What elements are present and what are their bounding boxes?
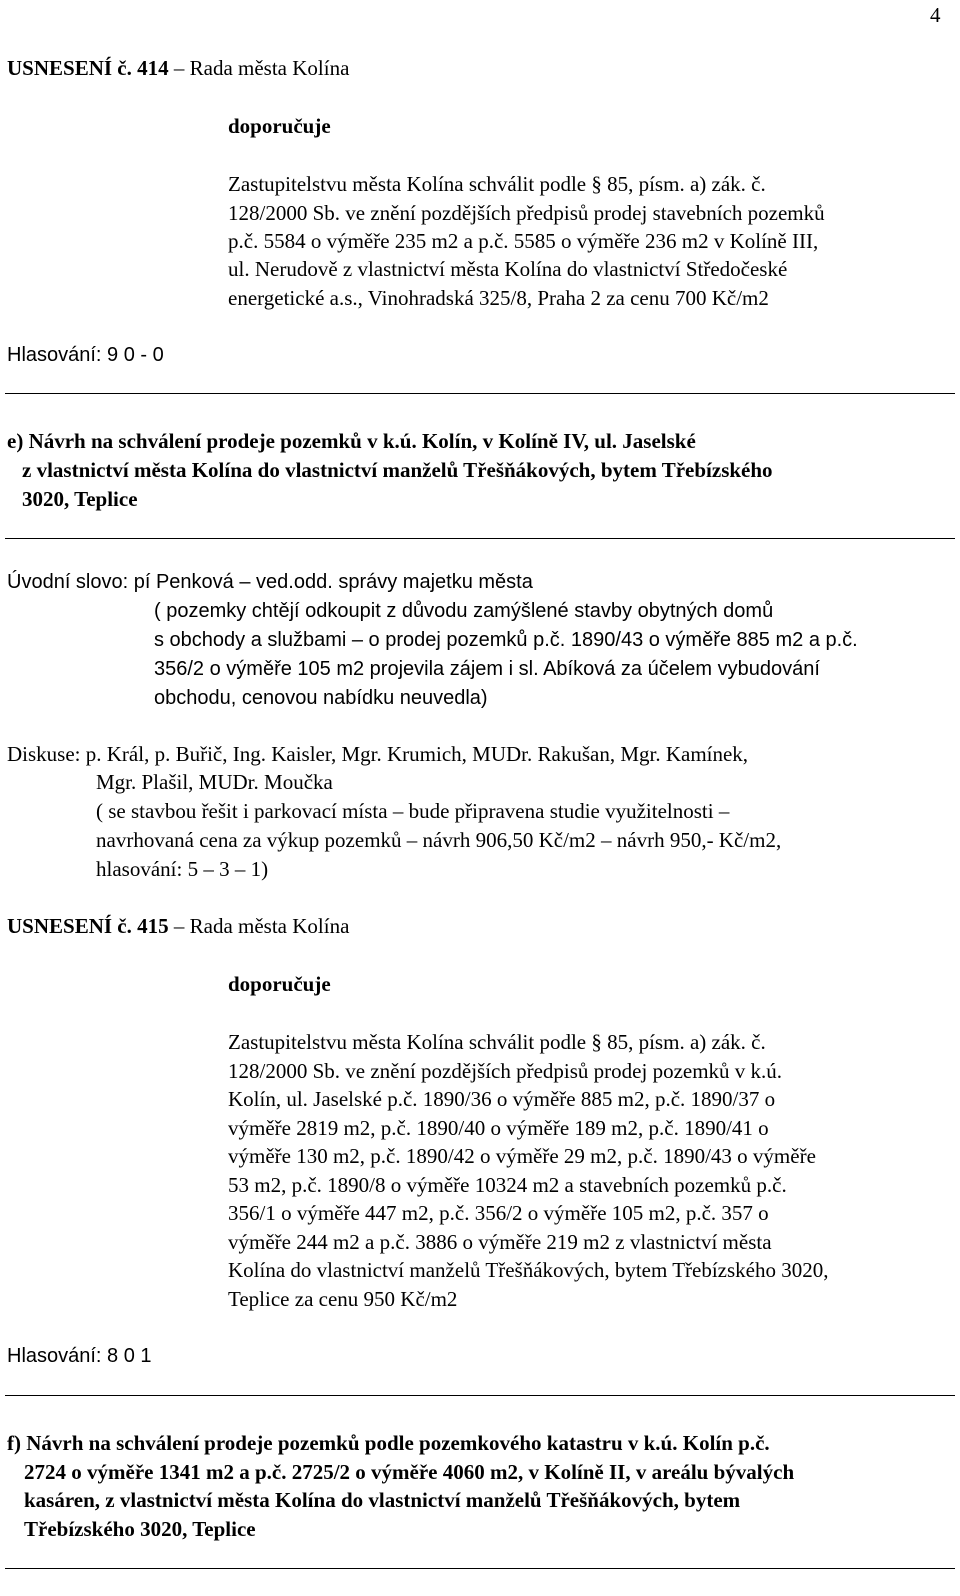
- section-f-title-line: kasáren, z vlastnictví města Kolína do vlastnictví manželů Třešňákových, bytem: [24, 1488, 741, 1512]
- resolution-415-line: 128/2000 Sb. ve znění pozdějších předpisů prodej pozemků v k.ú.: [228, 1059, 783, 1083]
- section-f-title-line: Třebízského 3020, Teplice: [24, 1517, 256, 1541]
- divider: [5, 393, 955, 394]
- resolution-414-line: energetické a.s., Vinohradská 325/8, Praha 2 za cenu 700 Kč/m2: [228, 286, 769, 310]
- resolution-414-heading: [7, 53, 349, 83]
- intro-line: Úvodní slovo: pí Penková – ved.odd. správy majetku města: [7, 571, 533, 593]
- resolution-415-line: výměře 130 m2, p.č. 1890/42 o výměře 29 m2, p.č. 1890/43 o výměře: [228, 1144, 816, 1168]
- resolution-415-line: Kolína do vlastnictví manželů Třešňákových, bytem Třebízského 3020,: [228, 1258, 829, 1282]
- resolution-415-number: USNESENÍ č. 415: [7, 914, 169, 938]
- resolution-414-number: USNESENÍ č. 414: [7, 56, 169, 80]
- resolution-415-line: výměře 2819 m2, p.č. 1890/40 o výměře 189 m2, p.č. 1890/41 o: [228, 1116, 769, 1140]
- resolution-415-heading: [7, 911, 349, 941]
- section-f-title-line: 2724 o výměře 1341 m2 a p.č. 2725/2 o výměře 4060 m2, v Kolíně II, v areálu bývalých: [24, 1460, 795, 1484]
- resolution-414-line: ul. Nerudově z vlastnictví města Kolína do vlastnictví Středočeské: [228, 257, 788, 281]
- resolution-415-line: výměře 244 m2 a p.č. 3886 o výměře 219 m2 z vlastnictví města: [228, 1230, 772, 1254]
- resolution-414-body-suffix: – Rada města Kolína: [168, 56, 350, 80]
- discussion-line: Mgr. Plašil, MUDr. Moučka: [96, 770, 333, 794]
- section-e-title-line: e) Návrh na schválení prodeje pozemků v k.ú. Kolín, v Kolíně IV, ul. Jaselské: [7, 429, 696, 453]
- resolution-415-vote: Hlasování: 8 0 1: [7, 1345, 152, 1367]
- divider: [5, 538, 955, 539]
- discussion-line: Diskuse: p. Král, p. Buřič, Ing. Kaisler, Mgr. Krumich, MUDr. Rakušan, Mgr. Kamínek,: [7, 742, 749, 766]
- section-f-title-line: f) Návrh na schválení prodeje pozemků podle pozemkového katastru v k.ú. Kolín p.č.: [7, 1431, 770, 1455]
- discussion-line: navrhovaná cena za výkup pozemků – návrh 906,50 Kč/m2 – návrh 950,- Kč/m2,: [96, 828, 782, 852]
- intro-line: ( pozemky chtějí odkoupit z důvodu zamýšlené stavby obytných domů: [154, 600, 774, 622]
- intro-line: s obchody a službami – o prodej pozemků p.č. 1890/43 o výměře 885 m2 a p.č.: [154, 629, 858, 651]
- discussion-line: ( se stavbou řešit i parkovací místa – bude připravena studie využitelnosti –: [96, 799, 730, 823]
- divider: [5, 1395, 955, 1396]
- resolution-414-line: 128/2000 Sb. ve znění pozdějších předpisů prodej stavebních pozemků: [228, 201, 825, 225]
- intro-line: 356/2 o výměře 105 m2 projevila zájem i sl. Abíková za účelem vybudování: [154, 658, 820, 680]
- resolution-414-vote: Hlasování: 9 0 - 0: [7, 344, 164, 366]
- resolution-415-line: Kolín, ul. Jaselské p.č. 1890/36 o výměře 885 m2, p.č. 1890/37 o: [228, 1087, 776, 1111]
- divider: [5, 1568, 955, 1569]
- resolution-415-body-suffix: – Rada města Kolína: [168, 914, 350, 938]
- resolution-415-line: Zastupitelstvu města Kolína schválit podle § 85, písm. a) zák. č.: [228, 1030, 766, 1054]
- section-e-title-line: z vlastnictví města Kolína do vlastnictví manželů Třešňákových, bytem Třebízského: [22, 458, 773, 482]
- resolution-415-line: 356/1 o výměře 447 m2, p.č. 356/2 o výměře 105 m2, p.č. 357 o: [228, 1201, 769, 1225]
- page-number: 4: [930, 3, 941, 27]
- discussion-line: hlasování: 5 – 3 – 1): [96, 857, 269, 881]
- resolution-415-verb: doporučuje: [228, 972, 331, 996]
- resolution-414-line: p.č. 5584 o výměře 235 m2 a p.č. 5585 o výměře 236 m2 v Kolíně III,: [228, 229, 819, 253]
- resolution-414-verb: doporučuje: [228, 114, 331, 138]
- resolution-415-line: Teplice za cenu 950 Kč/m2: [228, 1287, 458, 1311]
- resolution-414-line: Zastupitelstvu města Kolína schválit podle § 85, písm. a) zák. č.: [228, 172, 766, 196]
- section-e-title-line: 3020, Teplice: [22, 487, 138, 511]
- resolution-415-line: 53 m2, p.č. 1890/8 o výměře 10324 m2 a stavebních pozemků p.č.: [228, 1173, 787, 1197]
- intro-line: obchodu, cenovou nabídku neuvedla): [154, 687, 488, 709]
